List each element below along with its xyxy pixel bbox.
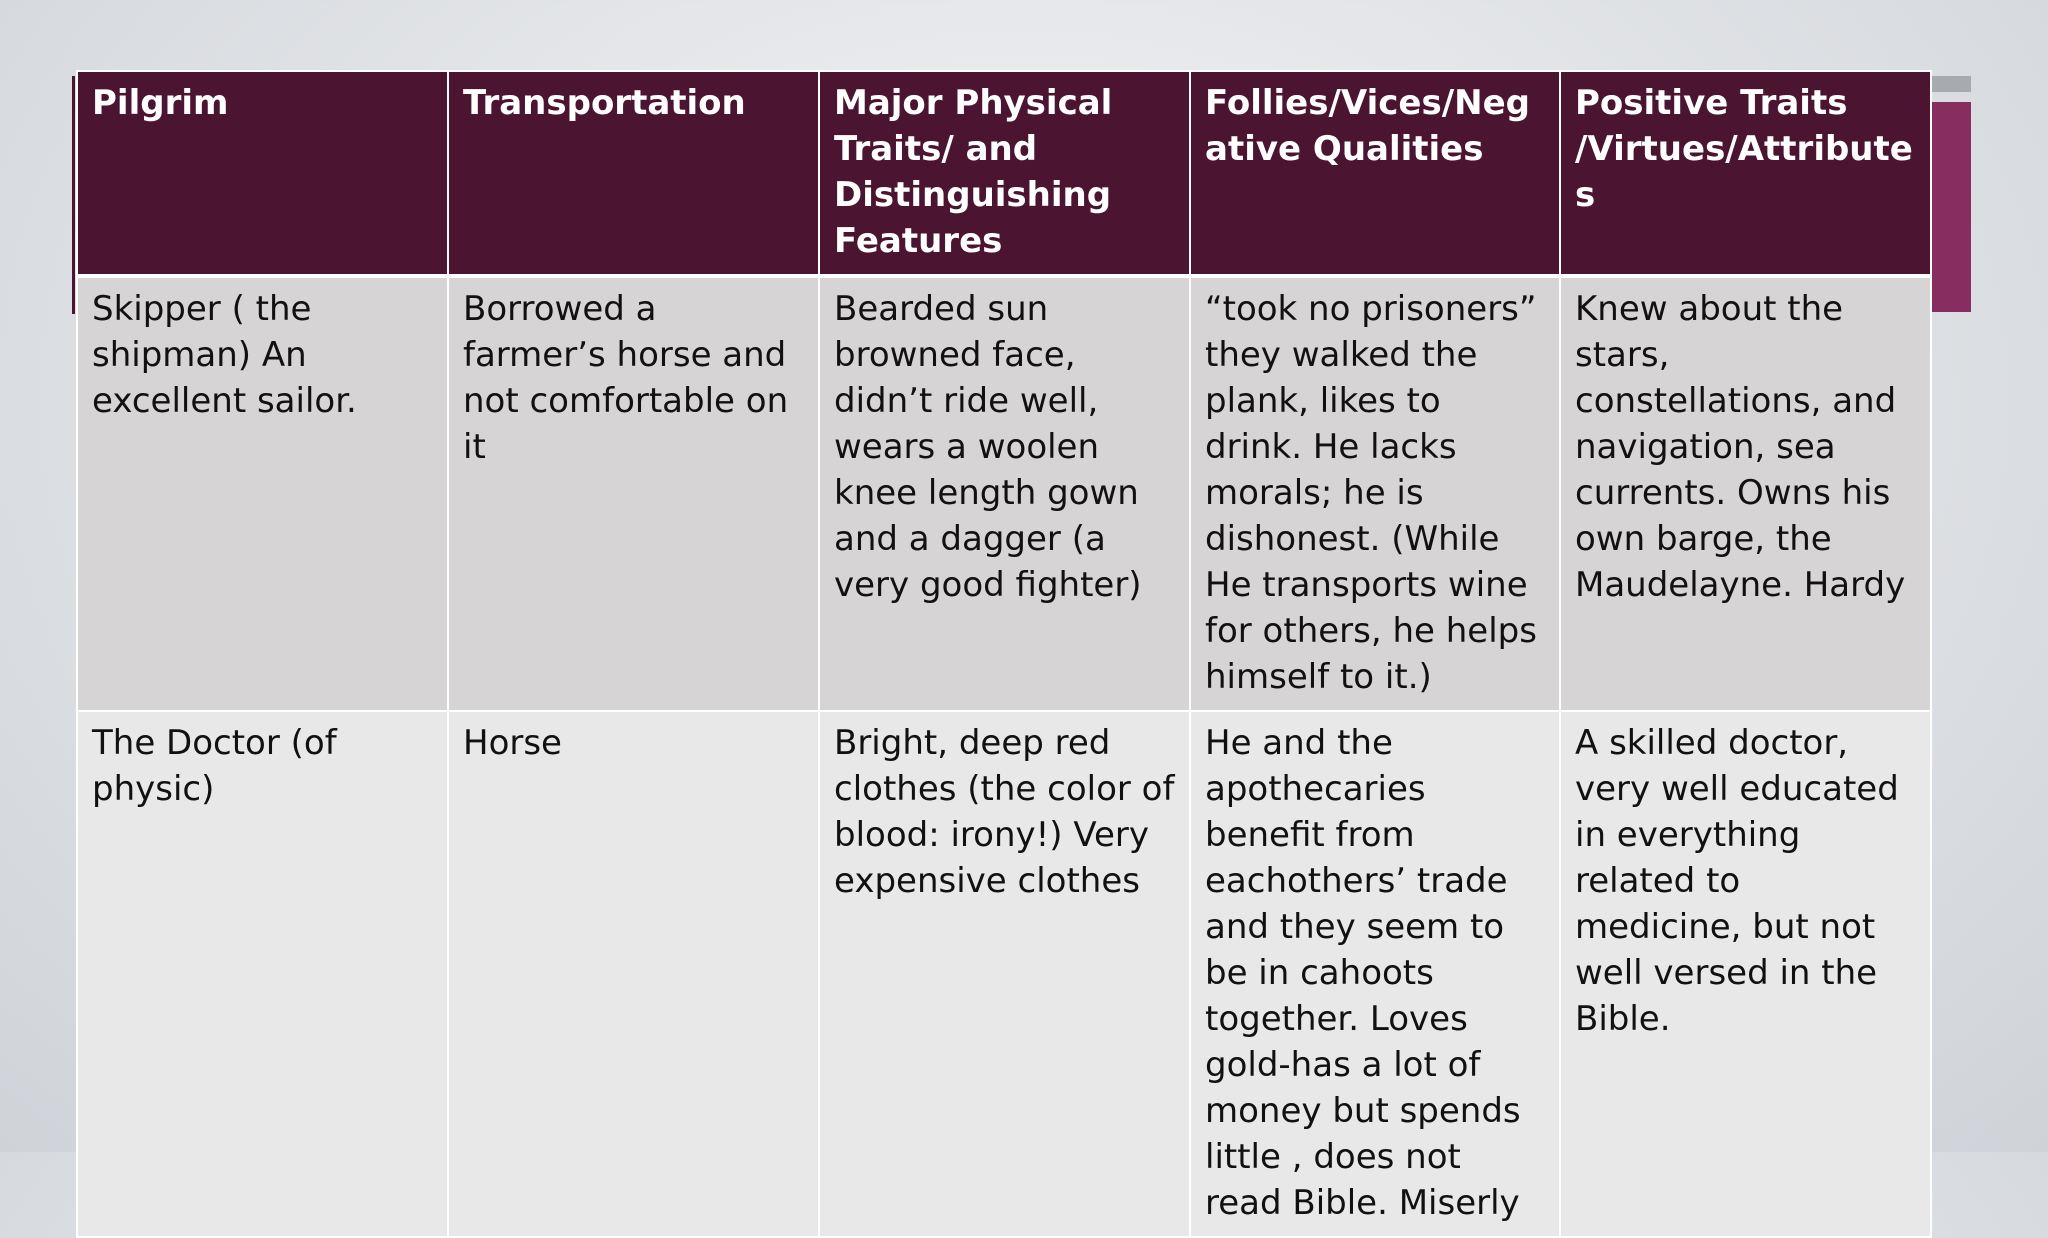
cell-pilgrim: The Doctor (of physic)	[77, 711, 448, 1237]
table-row	[77, 276, 1931, 711]
cell-follies: He and the apothecaries benefit from eachothers’ trade and they seem to be in cahoots together. Loves gold-has a lot of money but spends little , does not read Bible. Miserly	[1190, 711, 1560, 1237]
cell-follies: “took no prisoners” they walked the plank, likes to drink. He lacks morals; he is dishonest. (While He transports wine for others, he helps himself to it.)	[1190, 276, 1560, 711]
cell-transportation: Borrowed a farmer’s horse and not comfortable on it	[448, 276, 819, 711]
header-follies: Follies/Vices/Negative Qualities	[1190, 71, 1560, 276]
table-header-row	[77, 71, 1931, 276]
header-transportation: Transportation	[448, 71, 819, 276]
cell-physical-traits: Bright, deep red clothes (the color of blood: irony!) Very expensive clothes	[819, 711, 1190, 1237]
cell-transportation: Horse	[448, 711, 819, 1237]
left-accent-line	[72, 76, 75, 314]
cell-positive-traits: A skilled doctor, very well educated in everything related to medicine, but not well versed in the Bible.	[1560, 711, 1931, 1237]
header-physical-traits: Major Physical Traits/ and Distinguishing Features	[819, 71, 1190, 276]
header-pilgrim: Pilgrim	[77, 71, 448, 276]
accent-bar	[1932, 102, 1971, 312]
header-positive-traits: Positive Traits /Virtues/Attributes	[1560, 71, 1931, 276]
accent-bar-gray	[1932, 76, 1971, 92]
cell-pilgrim: Skipper ( the shipman) An excellent sailor.	[77, 276, 448, 711]
cell-physical-traits: Bearded sun browned face, didn’t ride well, wears a woolen knee length gown and a dagger (a very good fighter)	[819, 276, 1190, 711]
pilgrims-table	[76, 70, 1932, 1238]
table-row	[77, 711, 1931, 1237]
cell-positive-traits: Knew about the stars, constellations, and navigation, sea currents. Owns his own barge, the Maudelayne. Hardy	[1560, 276, 1931, 711]
